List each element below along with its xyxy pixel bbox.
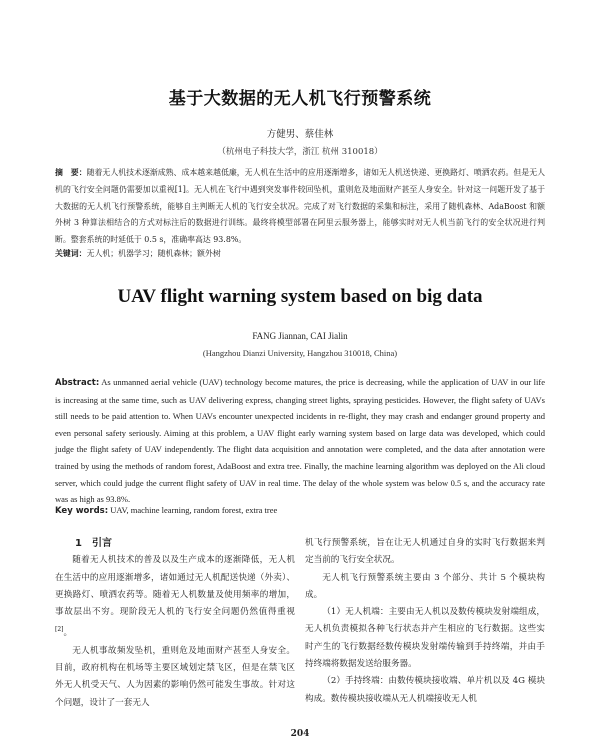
body-paragraph-end: 。 [63,628,73,639]
page-number: 204 [290,729,310,739]
chinese-keywords-label: 关键词： [55,249,87,258]
chinese-abstract [55,165,545,249]
english-keywords [55,503,545,518]
body-paragraph: 机飞行预警系统，旨在让无人机通过自身的实时飞行数据来判定当前的飞行安全状况。 [305,538,545,566]
english-authors: FANG Jiannan, CAI Jialin [252,331,348,341]
section-heading: 1 引言 [75,538,112,549]
chinese-title: 基于大数据的无人机飞行预警系统 [168,89,432,109]
body-paragraph-text: 随着无人机技术的普及以及生产成本的逐渐降低，无人机在生活中的应用逐渐增多，诸如通过无人机配送快递（外卖）、更换路灯、喷洒农药等。随着无人机数量及使用频率的增加，事故层出不穷。现阶段无人机的飞行安全问题仍然值得重视 [55,555,295,618]
body-right-column [305,535,545,708]
body-paragraph: （1）无人机端：主要由无人机以及数传模块发射端组成，无人机负责模拟各种飞行状态并产生相应的飞行数据。这些实时产生的飞行数据经数传模块发射端传输到手持终端，并由手持终端将数据发送给服务器。 [305,607,545,670]
english-abstract-text: As unmanned aerial vehicle (UAV) technology become matures, the price is decreasing, while the application of UAV in our life is increasing at the same time, such as UAV delivering express, changing street lights, spraying pesticides. However, the flight safety of UAVs still needs to be paid attention to. When UAVs encounter unexpected incidents in re-flight, they may crash and endanger ground property and even personal safety seriously. Aiming at this problem, a UAV flight early warning system based on large data was developed, which could judge the flight safety of UAV independently. The flight data acquisition and annotation were completed, and the data after annotation were trained by using the methods of random forest, AdaBoost and extra tree. Finally, the machine learning algorithm was deployed on the Ali cloud server, which could judge the current flight safety of UAV in real time. The delay of the whole system was below 0.5 s, and the accuracy rate was as high as 93.8%. [55,377,545,505]
english-title: UAV flight warning system based on big data [117,286,483,307]
body-paragraph: 无人机事故频发坠机，重则危及地面财产甚至人身安全。目前，政府机构在机场等主要区域划定禁飞区，但是在禁飞区外无人机受天气、人为因素的影响仍然可能发生事故。针对这个问题，设计了一套无人 [55,645,295,708]
english-abstract [55,374,545,508]
english-affiliation: (Hangzhou Dianzi University, Hangzhou 310018, China) [202,348,398,358]
chinese-abstract-label: 摘 要： [55,168,87,177]
chinese-keywords-text: 无人机；机器学习；随机森林；额外树 [86,249,221,258]
chinese-authors: 方健男、蔡佳林 [266,129,334,140]
english-keywords-label: Key words: [55,506,109,516]
body-paragraph: 无人机飞行预警系统主要由 3 个部分、共计 5 个模块构成。 [305,572,545,600]
citation-ref: [2] [55,626,64,634]
chinese-abstract-text: 随着无人机技术逐渐成熟、成本越来越低廉，无人机在生活中的应用逐渐增多，诸如无人机送快递、更换路灯、喷洒农药。但是无人机的飞行安全问题仍需要加以重视[1]。无人机在飞行中遇到突发事件较回坠机，重则危及地面财产甚至人身安全。针对这一问题开发了基于大数据的无人机飞行预警系统，能够自主判断无人机的飞行安全状况。完成了对飞行数据的采集和标注，采用了随机森林、AdaBoost 和额外树 3 种算法相结合的方式对标注后的数据进行训练。最终将模型部署在阿里云服务器上，能够实时对无人机当前飞行的安全状况进行判断。整套系统的时延低于 0.5 s，准确率高达 93.8%。 [55,168,545,245]
body-left-column [55,535,295,712]
english-abstract-label: Abstract: [55,378,100,388]
chinese-keywords [55,247,545,261]
body-paragraph: （2）手持终端：由数传模块接收端、单片机以及 4G 模块构成。数传模块接收端从无人机端接收无人机 [305,676,545,704]
body-paragraph [55,552,295,642]
chinese-affiliation: （杭州电子科技大学，浙江 杭州 310018） [217,147,383,157]
english-keywords-text: UAV, machine learning, random forest, extra tree [108,505,278,515]
